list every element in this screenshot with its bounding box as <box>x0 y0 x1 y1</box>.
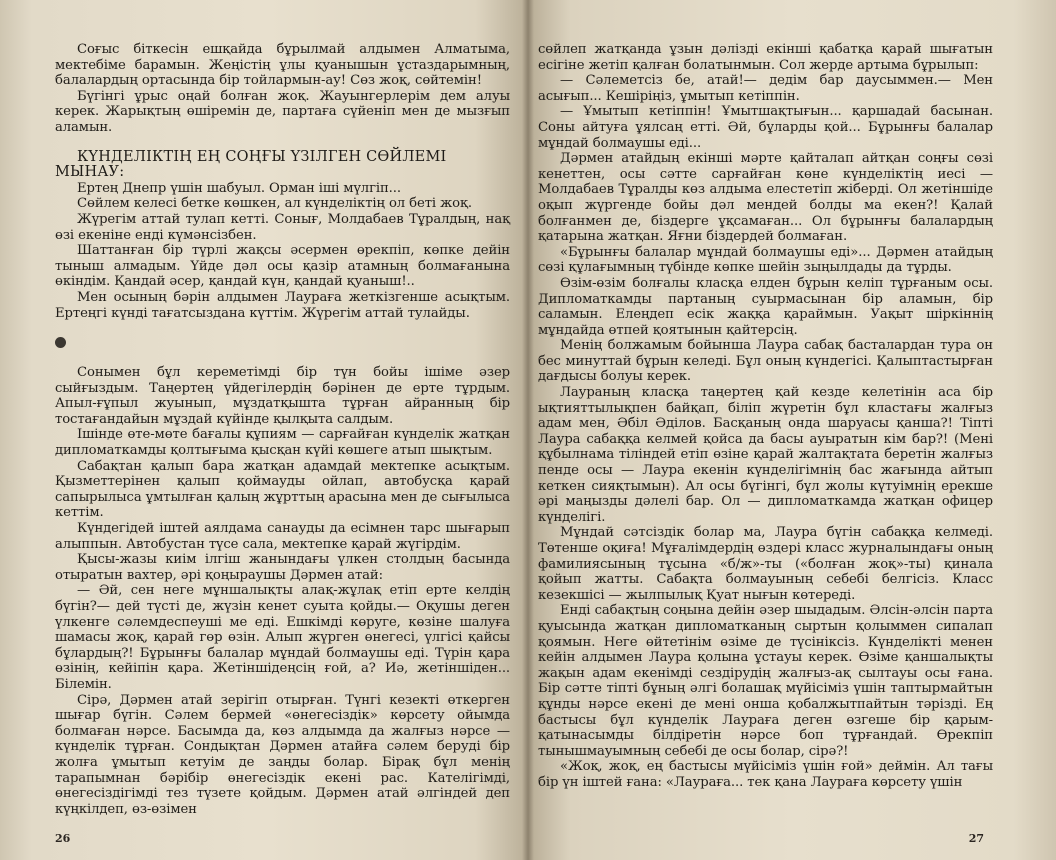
paragraph: Сөйлем келесі бетке көшкен, ал күнделіктің ол беті жоқ. <box>77 196 472 212</box>
paragraph: Қысы-жазы киім ілгіш жанындағы үлкен столдың басында отыратын вахтер, әрі қоңыраушы Дәрмен атай: <box>55 552 510 583</box>
paragraph: «Бұрынғы балалар мұндай болмаушы еді»... Дәрмен атайдың сөзі құлағымның түбінде көпке шейін зыңылдады да тұрды. <box>538 244 993 276</box>
paragraph: — Әй, сен неге мұншалықты алақ-жұлақ етіп ерте келдің бүгін?— дей түсті де, жүзін кенет суыта қойды.— Оқушы деген үлкенге сәлемдеспеуші ме еді. Ешкімді көруге, көзіне шалуға шамасы жоқ, қарай гөр өзін. Алып жүрген өнегесі, үлгісі қайсы бұлардың?! Бұрынғы балалар мұндай болмаушы еді. Түрін қара өзінің, кейіпін қара. Жетіншідеңсің ғой, а? Иә, жетіншіден... Білемін. <box>55 583 510 692</box>
page-number: 27 <box>968 832 984 845</box>
paragraph: Мен осының бәрін алдымен Лаураға жеткізгенше асықтым. Ертеңгі күнді тағатсыздана күттім. Жүрегім аттай тулайды. <box>55 289 510 321</box>
paragraph: Шаттанған бір түрлі жақсы әсермен өрекпіп, көпке дейін тыныш алмадым. Үйде дәл осы қазір атамның болмағанына өкіндім. Қандай әсер, қандай күн, қандай қуаныш!.. <box>55 243 510 290</box>
left-text-column <box>55 42 510 817</box>
diary-heading: КҮНДЕЛІКТІҢ ЕҢ СОҢҒЫ ҮЗІЛГЕН СӨЙЛЕМІ МЫНАУ: <box>55 148 447 181</box>
paragraph: Мұндай сәтсіздік болар ма, Лаура бүгін сабаққа келмеді. Төтенше оқиға! Мұғалімдердің өздері класс журналындағы оның фамилиясының тұсына «б/ж»-ты («болған жоқ»-ты) қиналa қойып жатты. Сабақта болмауының себебі белгісіз. Класс кезекшісі — жылпылық Қуат нығын көтереді. <box>538 525 993 603</box>
paragraph: — Сәлеметсіз бе, атай!— дедім бар даусыммен.— Мен асығып... Кешіріңіз, ұмытып кетіппін. <box>538 73 993 104</box>
paragraph: Өзім-өзім болғалы класқа елден бұрын келіп тұрғаным осы. Дипломаткамды партаның суырмасынан бір аламын, бір саламын. Елеңдеп есік жаққа қараймын. Уақыт шіркіннің мұндайда өтпей қоятынын қайтерсің. <box>538 275 993 338</box>
right-text-column <box>538 42 993 791</box>
page-number: 26 <box>55 832 71 845</box>
paragraph: Ертең Днепр үшін шабуыл. Орман іші мүлгіп... <box>77 180 401 196</box>
paragraph: Енді сабақтың соңына дейін әзер шыдадым. Әлсін-әлсін партa қуысында жатқан дипломатканың сыртын қолыммен сипалап қоямын. Неге өйтетінім өзіме де түсініксіз. Күнделікті менен кейін алдымен Лаура қолына ұстауы керек. Өзіме қаншалықты жақын адам екенімді сездірудің жалғыз-ақ сылтауы осы ғана. Бір сәтте тіпті бұның әлгі болашақ мүйісіміз үшін таптырмайтын құнды нәрсе екені де мені онша қобалжытпайтын тәрізді. Ең бастысы бұл күнделік Лаураға деген өзгеше бір қарым-қатынасымды білдіретін нәрсе боп тұрғандай. Өрекпіп тынышмауымның себебі де осы болар, сірә?! <box>538 603 993 759</box>
right-page <box>528 0 1056 860</box>
paragraph: сөйлеп жатқанда ұзын дәлізді екінші қабатқа қарай шығатын есігіне жетіп қалған болатынмын. Сол жерде артыма бұрылып: <box>538 42 993 73</box>
paragraph: Күндегідей іштей аялдама санауды да есімнен тарс шығарып алыппын. Автобустан түсе сала, мектепке қарай жүгірдім. <box>55 521 510 552</box>
paragraph: Жүрегім аттай тулап кетті. Сонығ, Молдабаев Тұралдың, нақ өзі екеніне енді күмәнсізбен. <box>55 211 510 243</box>
paragraph: Бүгінгі ұрыс оңай болған жоқ. Жауынгерлерім дем алуы керек. Жарықтың өшіремін де, партаға сүйеніп мен де мызғып аламын. <box>55 88 510 135</box>
paragraph: Соғыс біткесін ешқайда бұрылмай алдымен Алматыма, мектебіме барамын. Жеңістің ұлы қуанышын ұстаздарымның, балалардың ортасында бір тойлармын-ау! Сөз жоқ, сөйтемін! <box>55 42 510 89</box>
paragraph: Ішінде өте-мөте бағалы құпиям — сарғайған күнделік жатқан дипломаткамды қолтығыма қысқан күйі көшеге атып шықтым. <box>55 427 510 459</box>
paragraph: Сірә, Дәрмен атай зерігіп отырған. Түнгі кезекті өткерген шығар бүгін. Сәлем бермей «өнегесіздік» көрсету ойымда болмаған нәрсе. Басымда да, көз алдымда да жалғыз нәрсе — күнделік тұрған. Сондықтан Дәрмен атайға сәлем беруді бір жолға ұмытып кетуім де заңды болар. Бірақ бұл менің тарапымнан бәрібір өнегесіздік екені рас. Кателігімді, өнегесіздігімді тез түзете қойдым. Дәрмен атай әлгіндей деп күңкілдеп, өз-өзімен <box>55 692 510 817</box>
paragraph: «Жоқ, жоқ, ең бастысы мүйісіміз үшін ғой» деймін. Ал тағы бір үн іштей ғана: «Лаураға... тек қана Лаураға көрсету үшін <box>538 759 993 790</box>
section-divider <box>55 335 510 351</box>
paragraph: Сонымен бұл кереметімді бір түн бойы ішіме әзер сыйғыздым. Таңертең үйдегілердің бәрінен де ерте тұрдым. Апыл-ғұпыл жуынып, мұздатқышта тұрған айранның бір тостағандайын мұздай күйінде қылқыта салдым. <box>55 365 510 427</box>
paragraph: Лаураның класқа таңертең қай кезде келетінін аса бір ықтияттылықпен байқап, біліп жүретін бұл кластағы жалғыз адам мен, Әбіл Әділов. Басқаның онда шаруасы қанша?! Тіпті Лаура сабаққа келмей қойса да басы ауыратын кім бар?! (Мені құбылнама тіліндей етіп өзіне қарай жалтақтата беретін жалғыз пенде осы — Лаура екенін күнделігімнің бас жағында айтып кеткен сияқтымын). Ал осы бүгінгі, бұл жолы күтуімнің ерекше әрі маңызды дәлелі бар. Ол — дипломаткамда жатқан офицер күнделігі. <box>538 385 993 525</box>
paragraph: Сабақтан қалып бара жатқан адамдай мектепке асықтым. Қызметтерінен қалып қоймауды ойлап, автобусқа қарай сапырылыса ұмтылған қалың жұрттың арасына мен де сығылыса кеттім. <box>55 458 510 521</box>
paragraph: Дәрмен атайдың екінші мәрте қайталап айтқан соңғы сөзі кенеттен, осы сәтте сарғайған көне күнделіктің иесі — Молдабаев Тұралды көз алдыма елестетіп жіберді. Ол жетіншіде оқып жүргенде бойы дәл мендей болды ма екен?! Қалай болғанмен де, біздерге ұқсамаған... Ол бұрынғы балалардың қатарына жатқан. Яғни біздердей болмаған. <box>538 151 993 245</box>
bullet-dot-icon <box>55 337 66 348</box>
paragraph: — Ұмытып кетіппін! Ұмытшақтығын... қаршадай басынан. Соны айтуға ұялсаң етті. Әй, бұларды қой... Бұрынғы балалар мұндай болмаушы еді... <box>538 104 993 151</box>
book-gutter <box>522 0 534 860</box>
paragraph: Менің болжамым бойынша Лаура сабақ басталардан тура он бес минуттай бұрын келеді. Бұл оның күндегісі. Қалыптастырған дағдысы болуы керек. <box>538 338 993 385</box>
